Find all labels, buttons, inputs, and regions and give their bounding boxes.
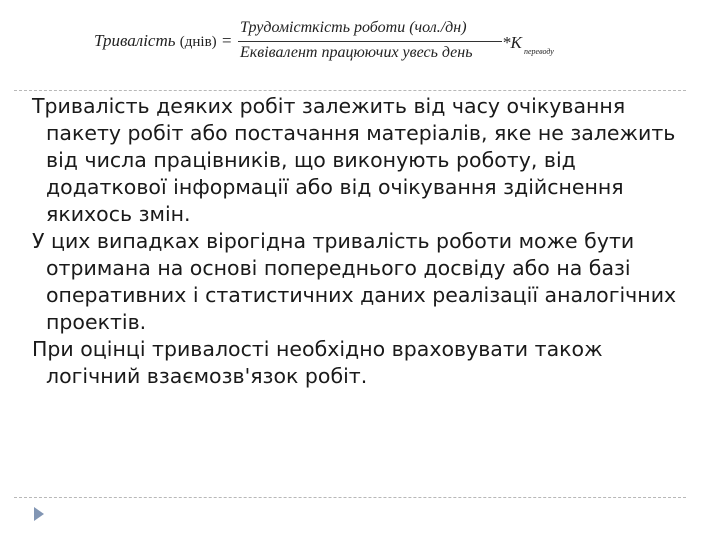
body-paragraph: У цих випадках вірогідна тривалість роботи може бути отримана на основі попереднього досвіду або на базі оперативних і статистичних даних реалізації аналогічних проектів. bbox=[32, 229, 677, 334]
formula-lhs bbox=[94, 31, 232, 51]
top-divider bbox=[14, 90, 686, 91]
next-slide-arrow-icon[interactable] bbox=[34, 507, 44, 521]
formula-lhs-label: Тривалість bbox=[94, 31, 176, 50]
formula-numerator: Трудомісткість роботи (чол./дн) bbox=[240, 19, 467, 36]
formula-equals-sign: = bbox=[220, 31, 233, 50]
formula-multiplier: *K bbox=[502, 33, 522, 52]
formula-multiplier-subscript: переводу bbox=[524, 47, 554, 56]
duration-formula bbox=[94, 14, 594, 76]
bottom-divider bbox=[14, 497, 686, 498]
body-paragraph: Тривалість деяких робіт залежить від часу очікування пакету робіт або постачання матеріалів, яке не залежить від числа працівників, що виконують роботу, від додаткової інформації або від очікування здійснення якихось змін. bbox=[32, 94, 676, 226]
body-paragraph: При оцінці тривалості необхідно враховувати також логічний взаємозв'язок робіт. bbox=[32, 337, 603, 388]
formula-denominator: Еквівалент працюючих увесь день bbox=[240, 44, 473, 61]
formula-fraction-bar bbox=[238, 41, 502, 42]
formula-lhs-unit: (днів) bbox=[179, 34, 217, 50]
slide-body bbox=[32, 93, 682, 390]
